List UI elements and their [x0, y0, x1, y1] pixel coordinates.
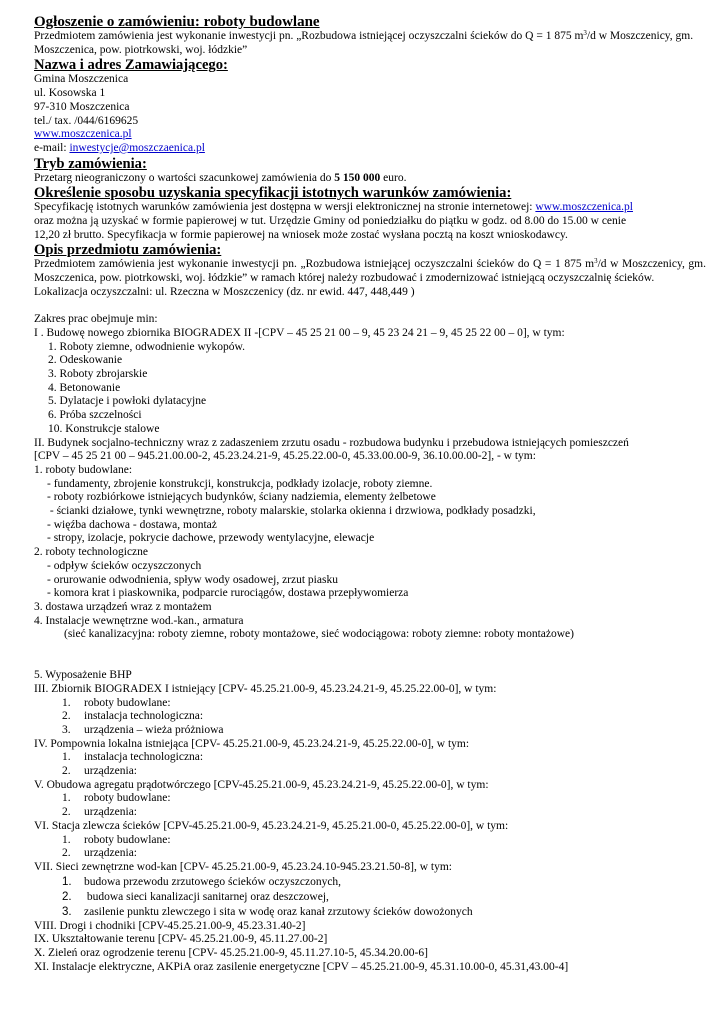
list-item [34, 697, 706, 711]
intro-paragraph [34, 30, 706, 57]
list-item: 2. Odeskowanie [48, 354, 123, 367]
list-item [34, 792, 706, 806]
intro-text-end: /d w Moszczenicy, gm. Moszczenica, pow. piotrkowski, woj. łódzkie” [34, 30, 694, 56]
list-item: 10. Konstrukcje stalowe [48, 422, 160, 435]
item-number: 1. [62, 875, 72, 888]
item-text: roboty budowlane: [84, 833, 171, 846]
intro-text-start: Przedmiotem zamówienia jest wykonanie inwestycji pn. „Rozbudowa istniejącej oczyszczalni ścieków do Q = 1 875 m [34, 30, 584, 42]
scope-section-8: VIII. Drogi i chodniki [CPV-45.25.21.00-9, 45.23.31.40-2] [34, 919, 306, 932]
subject-desc-end: /d w Moszczenicy, gm. Moszczenica, pow. piotrkowski, woj. łódzkie” w ramach której należy rozbudować i zmodernizować istniejącą oczyszczalnię ścieków. [34, 258, 706, 285]
email-link[interactable]: inwestycje@moszczaenica.pl [69, 141, 205, 154]
item-text: urządzenia: [84, 765, 137, 778]
subject-location: Lokalizacja oczyszczalni: ul. Rzeczna w Moszczenicy (dz. nr ewid. 447, 448,449 ) [34, 285, 415, 298]
mode-heading: Tryb zamówienia: [34, 155, 147, 172]
contracting-city: 97-310 Moszczenica [34, 100, 130, 113]
page-title: Ogłoszenie o zamówieniu: roboty budowlane [34, 14, 320, 30]
scope-section-2-cpv: [CPV – 45 25 21 00 – 945.21.00.00-2, 45.23.24.21-9, 45.25.22.00-0, 45.33.00.00-9, 36.10.00.00-2], - w tym: [34, 450, 536, 463]
list-item [34, 751, 706, 765]
scope-section-6: VI. Stacja zlewcza ścieków [CPV-45.25.21.00-9, 45.23.24.21-9, 45.25.21.00-0, 45.25.22.00-0], w tym: [34, 819, 509, 832]
list-item [34, 875, 706, 890]
item-number: 3. [62, 723, 71, 736]
subsection-installations: 4. Instalacje wewnętrzne wod.-kan., armatura [34, 614, 244, 627]
list-item: - komora krat i piaskownika, podparcie rurociągów, dostawa przepływomierza [47, 587, 409, 600]
item-text: zasilenie punktu zlewczego i sita w wodę oraz kanał zrzutowy ścieków dowożonych [84, 905, 473, 918]
item-number: 2. [62, 765, 71, 778]
list-item [34, 890, 706, 905]
scope-section-4: IV. Pompownia lokalna istniejąca [CPV- 45.25.21.00-9, 45.23.24.21-9, 45.25.22.00-0], w tym: [34, 737, 470, 750]
subject-description [34, 258, 706, 285]
list-item [34, 806, 706, 820]
mode-text-end: euro. [380, 171, 407, 184]
installations-note: (sieć kanalizacyjna: roboty ziemne, roboty montażowe, sieć wodociągowa: roboty ziemne: roboty montażowe) [64, 628, 574, 641]
subsection-equipment: 3. dostawa urządzeń wraz z montażem [34, 601, 212, 613]
item-number: 2. [62, 710, 71, 723]
subsection-bhp: 5. Wyposażenie BHP [34, 669, 132, 682]
website-link[interactable]: www.moszczenica.pl [34, 128, 132, 141]
mode-text [34, 172, 706, 186]
list-item [34, 834, 706, 848]
scope-section-9: IX. Ukształtowanie terenu [CPV- 45.25.21.00-9, 45.11.27.00-2] [34, 933, 328, 946]
item-number: 1. [62, 833, 71, 846]
spec-line-3: 12,20 zł brutto. Specyfikacja w formie papierowej na wniosek może zostać wysłana pocztą na koszt wnioskodawcy. [34, 228, 568, 241]
scope-section-7: VII. Sieci zewnętrzne wod-kan [CPV- 45.25.21.00-9, 45.23.24.10-945.23.21.50-8], w tym: [34, 860, 452, 873]
list-item: 1. Roboty ziemne, odwodnienie wykopów. [48, 340, 245, 353]
list-item [34, 847, 706, 861]
list-item [34, 905, 706, 920]
email-line [34, 142, 706, 156]
subsection-building-works: 1. roboty budowlane: [34, 463, 133, 476]
item-number: 2. [62, 806, 71, 819]
item-text: instalacja technologiczna: [84, 751, 204, 764]
list-item: 4. Betonowanie [48, 381, 121, 394]
spec-line-2: oraz można ją uzyskać w formie papierowej w tut. Urzędzie Gminy od poniedziałku do piątku w godz. od 8.00 do 15.00 w cenie [34, 215, 627, 228]
email-label: e-mail: [34, 141, 70, 154]
item-text: urządzenia – wieża próżniowa [84, 723, 224, 736]
item-number: 3. [62, 905, 72, 918]
spec-line-1-text: Specyfikację istotnych warunków zamówienia jest dostępna w wersji elektronicznej na stronie internetowej: [34, 201, 536, 214]
scope-section-5: V. Obudowa agregatu prądotwórczego [CPV-45.25.21.00-9, 45.23.24.21-9, 45.25.22.00-0], w tym: [34, 778, 489, 791]
mode-amount: 5 150 000 [334, 171, 381, 184]
item-text: urządzenia: [84, 806, 137, 819]
contracting-phone: tel./ tax. /044/6169625 [34, 114, 139, 127]
list-item: - orurowanie odwodnienia, spływ wody osadowej, zrzut piasku [47, 573, 338, 586]
list-item [34, 765, 706, 779]
scope-section-2: II. Budynek socjalno-techniczny wraz z zadaszeniem zrzutu osadu - rozbudowa budynku i przebudowa istniejących pomieszczeń [34, 436, 629, 449]
scope-section-1: I . Budowę nowego zbiornika BIOGRADEX II -[CPV – 45 25 21 00 – 9, 45 23 24 21 – 9, 45 25 22 00 – 0], w tym: [34, 326, 565, 339]
contracting-street: ul. Kosowska 1 [34, 87, 106, 100]
scope-section-11: XI. Instalacje elektryczne, AKPiA oraz zasilenie energetyczne [CPV – 45.25.21.00-9, 45.31.10.00-0, 45.31,43.00-4] [34, 960, 569, 973]
document-page [34, 14, 706, 974]
item-number: 1. [62, 751, 71, 764]
item-text: budowa przewodu zrzutowego ścieków oczyszczonych, [84, 875, 342, 888]
spec-heading: Określenie sposobu uzyskania specyfikacji istotnych warunków zamówienia: [34, 185, 512, 202]
list-item: 5. Dylatacje i powłoki dylatacyjne [48, 395, 207, 408]
item-number: 2. [62, 890, 72, 903]
list-item [34, 724, 706, 738]
list-item [34, 710, 706, 724]
item-number: 1. [62, 792, 71, 805]
item-text: urządzenia: [84, 847, 137, 860]
list-item: - roboty rozbiórkowe istniejących budynków, ściany nadziemia, elementy żelbetowe [47, 491, 436, 504]
item-number: 1. [62, 696, 71, 709]
list-item: 3. Roboty zbrojarskie [48, 368, 148, 381]
scope-intro: Zakres prac obejmuje min: [34, 313, 158, 326]
scope-section-10: X. Zieleń oraz ogrodzenie terenu [CPV- 45.25.21.00-9, 45.11.27.10-5, 45.34.20.00-6] [34, 947, 428, 960]
item-text: instalacja technologiczna: [84, 710, 204, 723]
subject-superscript: 3 [594, 257, 598, 266]
list-item: - więźba dachowa - dostawa, montaż [47, 518, 217, 531]
subject-desc-start: Przedmiotem zamówienia jest wykonanie inwestycji pn. „Rozbudowa istniejącej oczyszczalni ścieków do Q = 1 875 m [34, 258, 595, 271]
subject-heading: Opis przedmiotu zamówienia: [34, 242, 222, 259]
spec-line-1 [34, 201, 706, 215]
list-item: - fundamenty, zbrojenie konstrukcji, konstrukcja, podkłady izolacje, roboty ziemne. [47, 477, 433, 490]
list-item: - stropy, izolacje, pokrycie dachowe, przewody wentylacyjne, elewacje [47, 532, 375, 545]
contracting-name: Gmina Moszczenica [34, 73, 129, 86]
mode-text-start: Przetarg nieograniczony o wartości szacunkowej zamówienia do [34, 171, 335, 184]
item-text: roboty budowlane: [84, 792, 171, 805]
item-number: 2. [62, 847, 71, 860]
subsection-technological-works: 2. roboty technologiczne [34, 546, 149, 559]
list-item: - odpływ ścieków oczyszczonych [47, 559, 202, 572]
item-text: roboty budowlane: [84, 696, 171, 709]
scope-section-3: III. Zbiornik BIOGRADEX I istniejący [CPV- 45.25.21.00-9, 45.23.24.21-9, 45.25.22.00-0], w tym: [34, 682, 497, 695]
list-item: 6. Próba szczelności [48, 409, 142, 422]
contracting-heading: Nazwa i adres Zamawiającego: [34, 57, 228, 74]
intro-superscript: 3 [583, 29, 587, 37]
spec-website-link[interactable]: www.moszczenica.pl [535, 201, 633, 214]
list-item: - ścianki działowe, tynki wewnętrzne, roboty malarskie, stolarka okienna i drzwiowa, podkłady posadzki, [47, 505, 536, 518]
item-text: budowa sieci kanalizacji sanitarnej oraz deszczowej, [84, 890, 329, 903]
